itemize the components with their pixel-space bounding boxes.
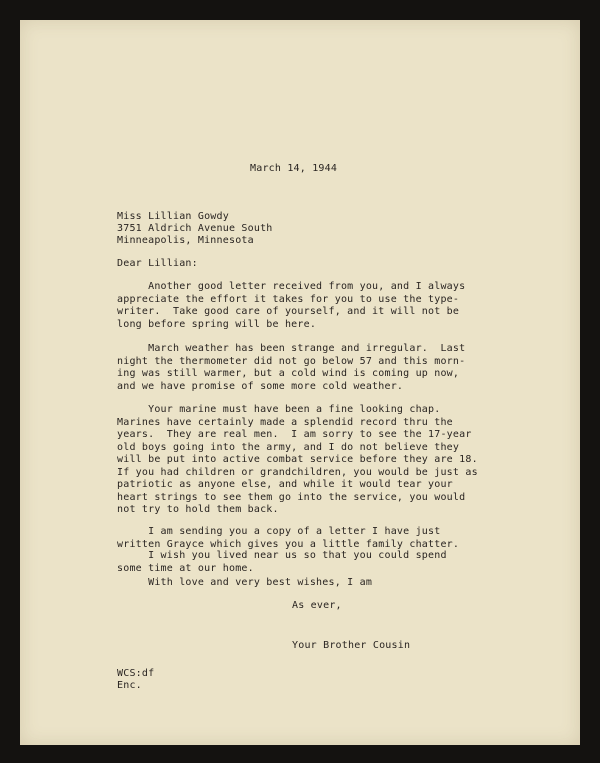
signature-line: Your Brother Cousin xyxy=(292,640,411,651)
reference-initials: WCS:df xyxy=(117,668,155,679)
salutation: Dear Lillian: xyxy=(117,258,198,269)
body-paragraph: Your marine must have been a fine looking chap. Marines have certainly made a splendid record thru the years. They are real men. I am sorry to see the 17-year old boys going into the army, and I do not believe they will be put into active combat service before they are 18. If you had children or grandchildren, you would be just as patriotic as anyone else, and while it would tear your heart strings to see them go into the service, you would not try to hold them back. xyxy=(117,404,478,515)
closing-line: With love and very best wishes, I am xyxy=(117,577,373,588)
body-paragraph: I am sending you a copy of a letter I have just written Grayce which gives you a little family chatter. xyxy=(117,526,460,550)
complimentary-close: As ever, xyxy=(292,600,342,611)
address-line: 3751 Aldrich Avenue South xyxy=(117,223,273,234)
body-paragraph: March weather has been strange and irregular. Last night the thermometer did not go below 57 and this morn- ing was still warmer, but a cold wind is coming up now, and we have promise of some more cold weather. xyxy=(117,343,466,392)
address-line: Miss Lillian Gowdy xyxy=(117,211,229,222)
address-line: Minneapolis, Minnesota xyxy=(117,235,254,246)
enclosure-note: Enc. xyxy=(117,680,142,691)
body-paragraph: I wish you lived near us so that you could spend some time at our home. xyxy=(117,550,447,574)
letter-page xyxy=(20,20,580,745)
letter-date: March 14, 1944 xyxy=(250,163,338,174)
body-paragraph: Another good letter received from you, and I always appreciate the effort it takes for you to use the type- writer. Take good care of yourself, and it will not be long before spring will be here. xyxy=(117,281,466,330)
